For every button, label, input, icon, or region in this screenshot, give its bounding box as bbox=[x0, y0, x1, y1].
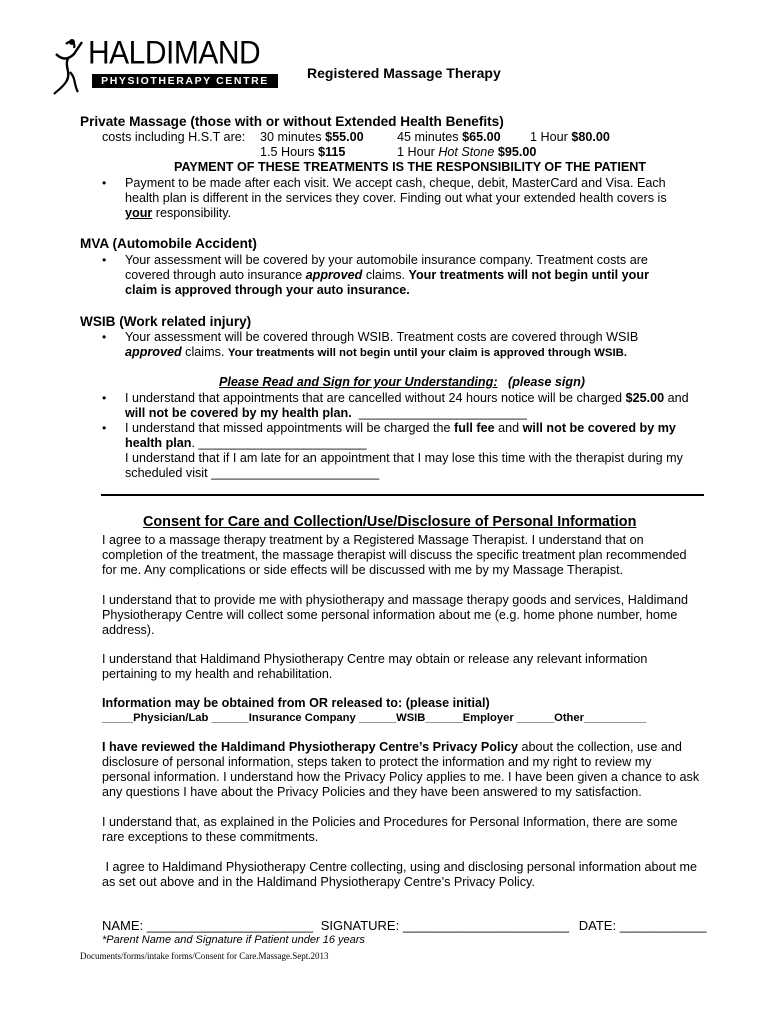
bullet-icon: • bbox=[102, 330, 107, 344]
date-field[interactable]: ____________ bbox=[619, 918, 707, 933]
cancel-policy-text: I understand that appointments that are cancelled without 24 hours notice will be charged $25.00 and will not be covered by my health plan. ________________________ bbox=[125, 391, 689, 420]
info-release-heading: Information may be obtained from OR released to: (please initial) bbox=[102, 696, 490, 710]
missed-policy-text: I understand that missed appointments will be charged the full fee and will not be covered by my health plan. ________________________ I understand that if I am late for an appointment that I may lose this time with the therapist during my scheduled visit ________________________ bbox=[125, 421, 683, 480]
payment-text: Payment to be made after each visit. We accept cash, cheque, debit, MasterCard and Visa. Each health plan is different in the services they cover. Finding out what your extended health covers is your responsibility. bbox=[125, 176, 667, 220]
figure-icon bbox=[52, 38, 88, 96]
private-massage-heading: Private Massage (those with or without Extended Health Benefits) bbox=[80, 114, 504, 129]
bullet-icon: • bbox=[102, 176, 107, 190]
wsib-text: Your assessment will be covered through WSIB. Treatment costs are covered through WSIB approved claims. Your treatments will not begin until your claim is approved through WSIB. bbox=[125, 330, 639, 359]
name-label: NAME: bbox=[102, 918, 144, 933]
mva-heading: MVA (Automobile Accident) bbox=[80, 236, 257, 251]
price-hot-stone: 1 Hour Hot Stone $95.00 bbox=[397, 145, 537, 159]
payment-notice: PAYMENT OF THESE TREATMENTS IS THE RESPONSIBILITY OF THE PATIENT bbox=[174, 160, 647, 174]
consent-paragraph-6: I agree to Haldimand Physiotherapy Centre collecting, using and disclosing personal information about me as set out above and in the Haldimand Physiotherapy Centre’s Privacy Policy. bbox=[102, 860, 698, 889]
mva-text: Your assessment will be covered by your automobile insurance company. Treatment costs are covered through auto insurance approved claims. Your treatments will not begin until your claim is approved through your auto insurance. bbox=[125, 253, 649, 297]
name-field[interactable]: _______________________ bbox=[146, 918, 314, 933]
consent-paragraph-1: I agree to a massage therapy treatment by a Registered Massage Therapist. I understand that on completion of the treatment, the massage therapist will discuss the specific treatment plan recommended for me. Any complications or side effects will be discussed with me by my Massage Therapist. bbox=[102, 533, 687, 577]
bullet-icon: • bbox=[102, 253, 107, 267]
bullet-icon: • bbox=[102, 391, 107, 405]
cancel-sign-line[interactable]: ________________________ bbox=[358, 406, 527, 420]
consent-paragraph-4: I have reviewed the Haldimand Physiotherapy Centre’s Privacy Policy about the collection, use and disclosure of personal information, steps taken to protect the information and my right to review my personal information. I understand how the Privacy Policy applies to me. I have been given a chance to ask any questions I have about the Privacy Policies and they have been answered to my satisfaction. bbox=[102, 740, 700, 799]
wsib-heading: WSIB (Work related injury) bbox=[80, 314, 252, 329]
section-divider bbox=[101, 494, 704, 496]
bullet-icon: • bbox=[102, 421, 107, 435]
price-45min: 45 minutes $65.00 bbox=[397, 130, 501, 144]
consent-paragraph-3: I understand that Haldimand Physiotherapy Centre may obtain or release any relevant information pertaining to my health and rehabilitation. bbox=[102, 652, 648, 681]
costs-label: costs including H.S.T are: bbox=[102, 130, 246, 144]
consent-heading: Consent for Care and Collection/Use/Disclosure of Personal Information bbox=[143, 514, 637, 530]
late-sign-line[interactable]: scheduled visit ________________________ bbox=[125, 466, 380, 480]
price-1hour: 1 Hour $80.00 bbox=[530, 130, 610, 144]
missed-sign-line[interactable]: . ________________________ bbox=[191, 436, 367, 450]
logo-name: HALDIMAND bbox=[88, 35, 261, 72]
understanding-heading: Please Read and Sign for your Understanding: (please sign) bbox=[219, 375, 585, 389]
price-1-5hours: 1.5 Hours $115 bbox=[260, 145, 346, 159]
parent-note: *Parent Name and Signature if Patient under 16 years bbox=[102, 934, 365, 946]
info-release-options[interactable]: _____Physician/Lab ______Insurance Company ______WSIB______Employer ______Other__________ bbox=[102, 712, 647, 724]
signature-label: SIGNATURE: bbox=[320, 918, 400, 933]
logo-tagline: PHYSIOTHERAPY CENTRE bbox=[92, 74, 278, 88]
consent-paragraph-2: I understand that to provide me with physiotherapy and massage therapy goods and services, Haldimand Physiotherapy Centre will collect some personal information about me (e.g. home phone number, home address). bbox=[102, 593, 688, 637]
page-title: Registered Massage Therapy bbox=[307, 65, 501, 81]
consent-paragraph-5: I understand that, as explained in the Policies and Procedures for Personal Information, there are some rare exceptions to these commitments. bbox=[102, 815, 678, 844]
signature-field[interactable]: _______________________ bbox=[402, 918, 570, 933]
date-label: DATE: bbox=[578, 918, 617, 933]
footer-path: Documents/forms/intake forms/Consent for Care.Massage.Sept.2013 bbox=[80, 951, 329, 961]
logo bbox=[52, 35, 277, 96]
price-30min: 30 minutes $55.00 bbox=[260, 130, 364, 144]
signature-row bbox=[102, 918, 706, 933]
